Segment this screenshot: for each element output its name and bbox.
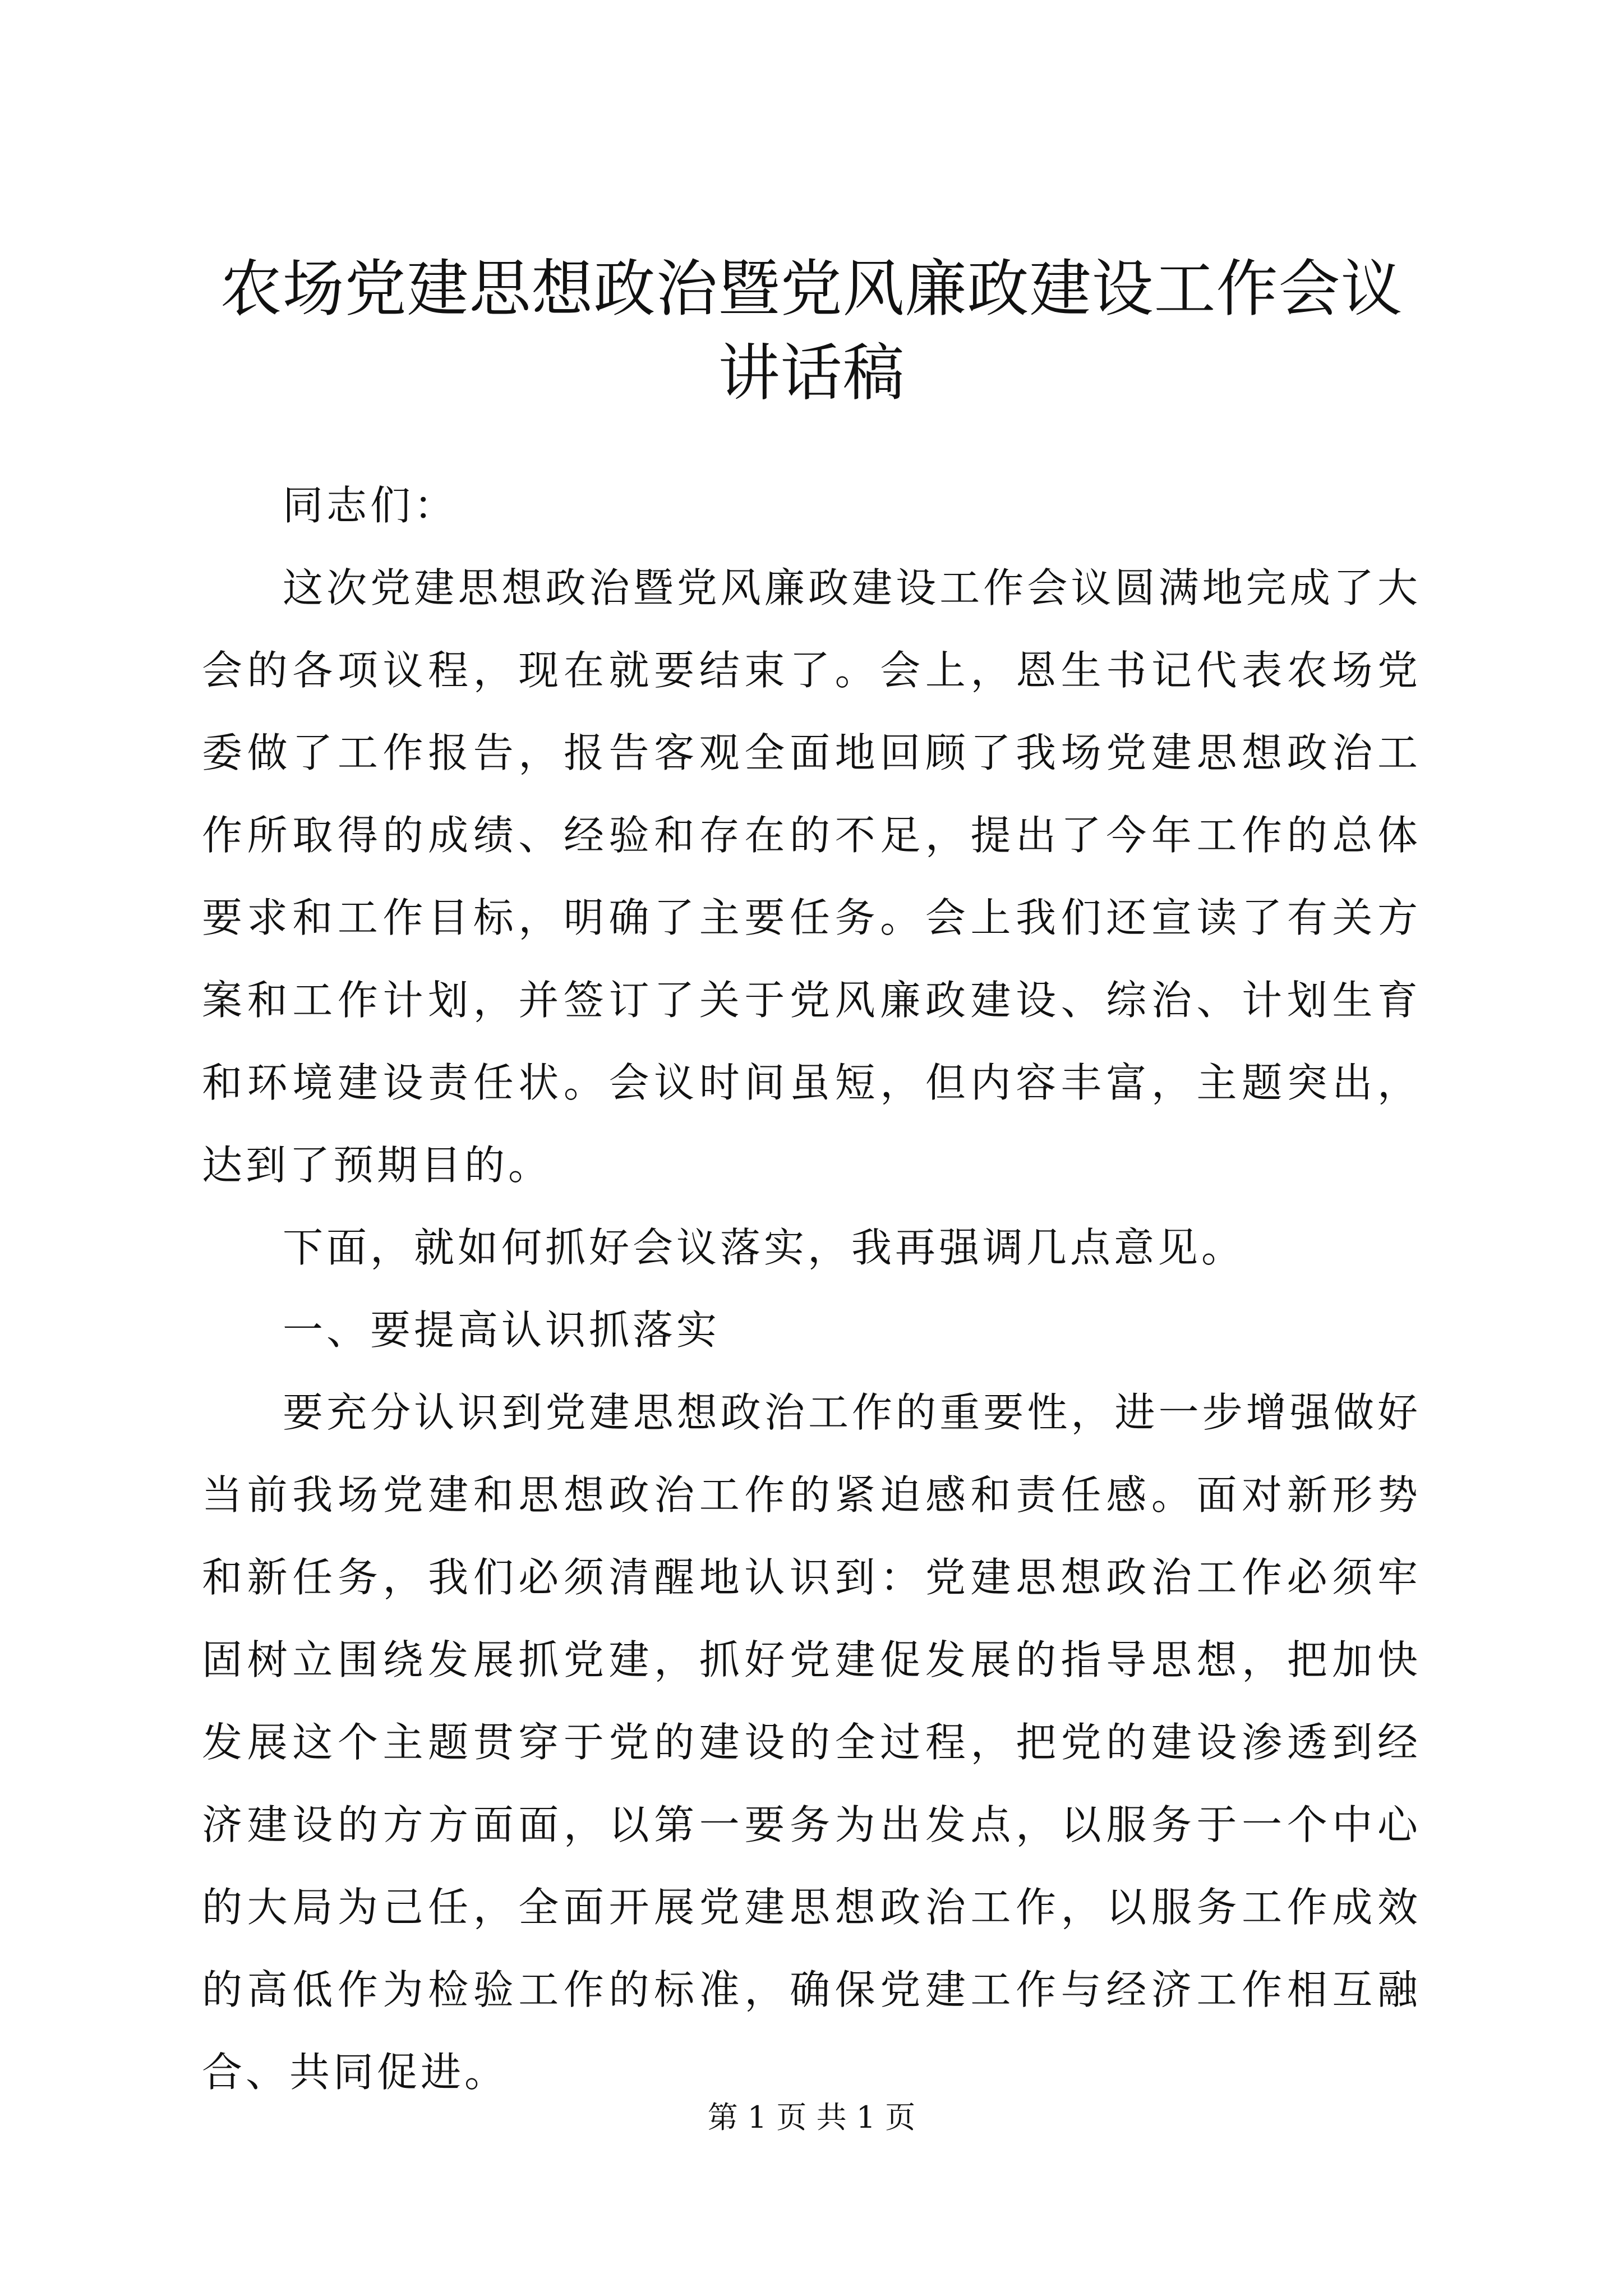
intro-paragraph: 这次党建思想政治暨党风廉政建设工作会议圆满地完成了大会的各项议程，现在就要结束了。会上，恩生书记代表农场党委做了工作报告，报告客观全面地回顾了我场党建思想政治工作所取得的成绩、经验和存在的不足，提出了今年工作的总体要求和工作目标，明确了主要任务。会上我们还宣读了有关方案和工作计划，并签订了关于党风廉政建设、综治、计划生育和环境建设责任状。会议时间虽短，但内容丰富，主题突出，达到了预期目的。 — [202, 564, 1421, 1189]
document-title: 农场党建思想政治暨党风廉政建设工作会议讲话稿 — [220, 253, 1403, 409]
section-body-paragraph: 要充分认识到党建思想政治工作的重要性，进一步增强做好当前我场党建和思想政治工作的紧迫感和责任感。面对新形势和新任务，我们必须清醒地认识到：党建思想政治工作必须牢固树立围绕发展抓党建，抓好党建促发展的指导思想，把加快发展这个主题贯穿于党的建设的全过程，把党的建设渗透到经济建设的方方面面，以第一要务为出发点，以服务于一个中心的大局为己任，全面开展党建思想政治工作，以服务工作成效的高低作为检验工作的标准，确保党建工作与经济工作相互融合、共同促进。 — [202, 1389, 1421, 2096]
document-body — [202, 464, 1421, 2114]
page-footer: 第 1 页 共 1 页 — [707, 2100, 916, 2135]
salutation-paragraph: 同志们： — [283, 482, 458, 529]
transition-paragraph: 下面，就如何抓好会议落实，我再强调几点意见。 — [283, 1224, 1246, 1271]
section-heading: 一、要提高认识抓落实 — [283, 1306, 721, 1354]
